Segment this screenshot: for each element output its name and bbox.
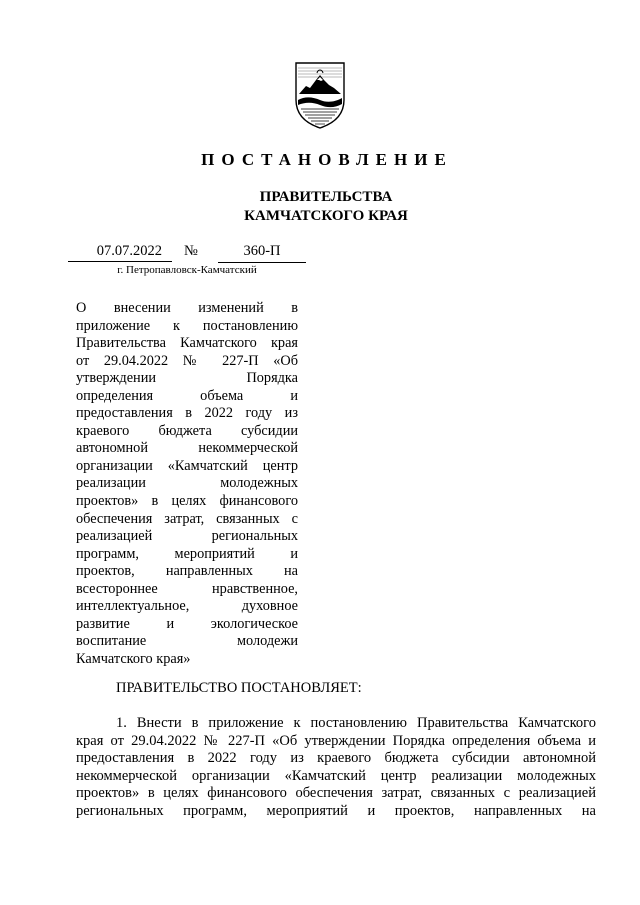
number-label: № <box>184 243 198 259</box>
subject-line: реализации молодежных <box>76 475 298 492</box>
document-number: 360-П <box>218 243 306 263</box>
subject-line: Камчатского края» <box>76 650 191 667</box>
document-type-title: ПОСТАНОВЛЕНИЕ <box>201 150 453 169</box>
kamchatka-coat-of-arms-icon <box>293 60 347 130</box>
subject-line: организации «Камчатский центр <box>76 457 298 474</box>
body-line: проектов» в целях финансового обеспечения затрат, связанных с реализацией <box>76 785 596 802</box>
subject-line: утверждении Порядка <box>76 370 298 387</box>
body-line: 1. Внести в приложение к постановлению Правительства Камчатского <box>116 715 596 731</box>
subject-line: Правительства Камчатского края <box>76 335 298 352</box>
issue-place: г. Петропавловск-Камчатский <box>117 264 257 276</box>
subject-line: предоставления в 2022 году из <box>76 405 298 422</box>
subject-line: автономной некоммерческой <box>76 440 298 457</box>
subject-line: развитие и экологическое <box>76 615 298 632</box>
subject-line: воспитание молодежи <box>76 633 298 650</box>
document-subject <box>76 300 298 668</box>
authority-line-1: ПРАВИТЕЛЬСТВА <box>259 189 393 205</box>
subject-line: проектов, направленных на <box>76 563 298 580</box>
subject-line: интеллектуальное, духовное <box>76 598 298 615</box>
authority-line-2: КАМЧАТСКОГО КРАЯ <box>244 208 408 224</box>
subject-line: программ, мероприятий и <box>76 545 298 562</box>
decree-phrase: ПРАВИТЕЛЬСТВО ПОСТАНОВЛЯЕТ: <box>116 680 362 696</box>
document-body <box>76 715 596 821</box>
subject-line: всестороннее нравственное, <box>76 580 298 597</box>
subject-line: реализацией региональных <box>76 528 298 545</box>
subject-line: проектов» в целях финансового <box>76 493 298 510</box>
body-line: предоставления в 2022 году из краевого бюджета субсидии автономной <box>76 750 596 767</box>
subject-line: приложение к постановлению <box>76 317 298 334</box>
document-date: 07.07.2022 <box>68 243 172 262</box>
subject-line: от 29.04.2022 № 227-П «Об <box>76 352 298 369</box>
subject-line: О внесении изменений в <box>76 300 298 316</box>
subject-line: определения объема и <box>76 387 298 404</box>
body-line: региональных программ, мероприятий и проектов, направленных на <box>76 802 596 819</box>
subject-line: обеспечения затрат, связанных с <box>76 510 298 527</box>
body-line: некоммерческой организации «Камчатский центр реализации молодежных <box>76 767 596 784</box>
issuing-authority <box>0 188 640 226</box>
body-line: края от 29.04.2022 № 227-П «Об утверждении Порядка определения объема и <box>76 732 596 749</box>
document-meta-row <box>68 243 306 263</box>
subject-line: краевого бюджета субсидии <box>76 422 298 439</box>
